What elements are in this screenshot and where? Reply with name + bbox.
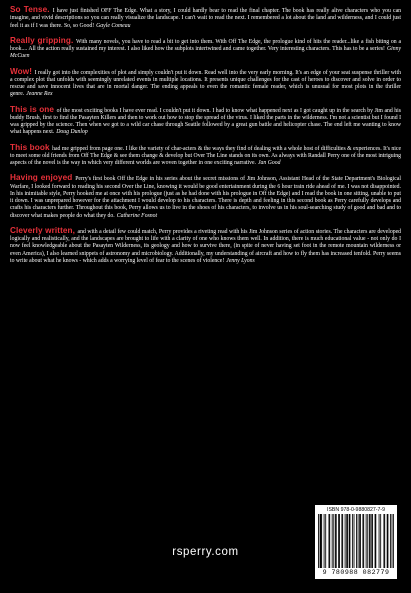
barcode-bar bbox=[358, 514, 359, 568]
review-lead: This is one bbox=[10, 104, 55, 114]
barcode-bar bbox=[324, 514, 325, 568]
barcode-bar bbox=[329, 514, 330, 568]
review-author: Jan Good bbox=[257, 160, 281, 166]
barcode-bar bbox=[339, 514, 340, 568]
review-author: Jeanne Rex bbox=[26, 91, 53, 98]
review-text: of the most exciting books I have ever read. I couldn't put it down. I had to know what happened next as I got caught up in the search by Jim and his buddy Brush, first to find the Pasayten Killers and then to work out how to stop the spread of the virus. I liked the parts in the wilderness. I'm not a scientist but I found I was gripped by the science. Then when we got to a wild car chase through Seattle followed by a great gun battle and helicopter chase. The end left me wanting to know what happens next. bbox=[10, 107, 401, 136]
barcode-bar bbox=[390, 514, 391, 568]
review-text: With many novels, you have to read a bit to get into them. With Off The Edge, the prologue kind of hits the reader...like a fish biting on a hook.... All the action really sustained my interest. I also liked how the subplots intertwined and came together. Very interesting characters. This has to be a series! bbox=[10, 38, 402, 52]
isbn-label: ISBN 978-0-9880827-7-9 bbox=[327, 507, 385, 513]
barcode-bars bbox=[318, 514, 394, 568]
barcode-bar bbox=[370, 514, 371, 568]
barcode-bar bbox=[347, 514, 348, 568]
review-text: had me gripped from page one. I like the variety of char-acters & the ways they find of dealing with a whole host of difficulties & experiences. It's nice to meet some old friends from Off The Edge & see them change & develop but Over The Line stands on its own. As always with Randall Perry one of the most intriguing aspects of the novel is the way in which very different worlds are woven together in one exciting narrative. bbox=[10, 145, 401, 166]
barcode-bar bbox=[379, 514, 380, 568]
website-url: rsperry.com bbox=[172, 546, 239, 558]
review-text: Perry's first book Off the Edge in his series about the secret missions of Jim Johnson, Assistant Head of the State Department's Biological Warfare, I looked forward to reading his second Over the Line, knowing it would be good entertainment during the 6 hour train ride ahead of me. I was not disappointed. In his inimitable style, Perry hooked me at once with his prologue (just as he had done with his prologue in Off the Edge) and I read the book in one sitting, unable to put it down. I was unprepared however for the attachment I would develop to his characters. There is depth and feeling in this second book as Perry carefully develops and crafts his characters further. Throughout this book, Perry allows us to live in the shoes of his characters, to involve us in his soul-searching study of good and bad and to discover what makes people do what they do. bbox=[10, 176, 401, 219]
review-doug-dunlop bbox=[10, 106, 401, 137]
barcode-bar bbox=[352, 514, 353, 568]
barcode-bar bbox=[359, 514, 360, 568]
barcode-bar bbox=[349, 514, 350, 568]
barcode-bar bbox=[329, 514, 330, 568]
review-gayle-comeau bbox=[10, 6, 401, 30]
barcode-bar bbox=[360, 514, 361, 568]
review-text: I really got into the complexities of plot and simply couldn't put it down. Read well into the very early morning. It's an edge of your seat suspense thriller with a complex plot that unfolds with seemingly unrelated events in multiple locations. It presents unique challenges for the cast of heroes to discover and solve in order to rescue and save innocent lives that are in mortal danger. The ending appeals to even the romantic female reader, which is unusual for most plots in the thriller genre. bbox=[10, 69, 401, 98]
barcode-bar bbox=[369, 514, 370, 568]
barcode-digits: 9 780988 082779 bbox=[322, 569, 390, 576]
barcode-bar bbox=[333, 514, 334, 568]
barcode-bar bbox=[338, 514, 339, 568]
review-author: Catherine Fosnot bbox=[116, 212, 158, 219]
barcode-bar bbox=[345, 514, 346, 568]
barcode-bar bbox=[367, 514, 368, 568]
barcode-bar bbox=[350, 514, 351, 568]
barcode-bar bbox=[342, 514, 343, 568]
barcode-bar bbox=[372, 514, 373, 568]
review-lead: This book bbox=[10, 142, 50, 152]
barcode-bar bbox=[387, 514, 388, 568]
barcode-bar bbox=[388, 514, 389, 568]
review-jenny-lyons bbox=[10, 227, 401, 265]
barcode-bar bbox=[371, 514, 372, 568]
barcode-bar bbox=[320, 514, 321, 568]
review-jan-good bbox=[10, 144, 401, 168]
barcode-bar bbox=[336, 514, 337, 568]
barcode-bar bbox=[354, 514, 355, 568]
barcode-bar bbox=[384, 514, 385, 568]
review-catherine-fosnot bbox=[10, 174, 401, 220]
review-lead: Wow! bbox=[10, 66, 33, 76]
barcode-bar bbox=[335, 514, 336, 568]
barcode-bar bbox=[392, 514, 393, 568]
barcode-bar bbox=[380, 514, 381, 568]
review-text: I have just finished OFF The Edge. What a story, I could hardly bear to read the final chapter. The book has really alive characters who you can imagine, and vivid descriptions so you can really visualize the landscape. I can't wait to read the next. I remembered a lot about the land and wilderness, and I could just feel it as if I was there. So, so Good! bbox=[10, 8, 402, 29]
barcode-bar bbox=[318, 514, 319, 568]
review-lead: Really gripping. bbox=[10, 35, 74, 45]
barcode-bar bbox=[332, 514, 333, 568]
barcode-bar bbox=[393, 514, 394, 568]
barcode-bar bbox=[375, 514, 376, 568]
review-author: Doug Dunlop bbox=[56, 129, 88, 136]
barcode-bar bbox=[356, 514, 357, 568]
review-lead: So Tense. bbox=[10, 5, 50, 14]
barcode-bar bbox=[325, 514, 326, 568]
barcode-bar bbox=[341, 514, 342, 568]
barcode-bar bbox=[320, 514, 321, 568]
barcode-bar bbox=[363, 514, 364, 568]
isbn-barcode bbox=[315, 505, 397, 579]
review-lead: Cleverly written, bbox=[10, 225, 76, 235]
barcode-bar bbox=[346, 514, 347, 568]
review-author: Jenny Lyons bbox=[226, 257, 255, 264]
barcode-bar bbox=[321, 514, 322, 568]
review-text: and with a detail few could match, Perry provides a riveting read with his Jim Johnson series of action stories. The characters are developed logically and realistically, and the landscapes are brought to life with a clarity of one who knows them well. In addition, there is much educational value - not only do I now feel knowledgeable about the Pasayten Wilderness, its geology and how to survive there, (in spite of never having set foot in the remote mountain wilderness or even America), I also learned snippets of astronomy and microbiology. Additionally, my understanding of aircraft and how to fly them has increased tenfold. Perry seems to write about what he knows - which adds a worrying level of fear to the scenes of violence! bbox=[10, 228, 401, 264]
barcode-bar bbox=[362, 514, 363, 568]
review-lead: Having enjoyed bbox=[10, 173, 73, 183]
barcode-bar bbox=[366, 514, 367, 568]
barcode-bar bbox=[375, 514, 376, 568]
review-jeanne-rex bbox=[10, 68, 401, 99]
review-author: Ginny McCuen bbox=[10, 46, 401, 60]
review-ginny-mccuen bbox=[10, 37, 401, 61]
barcode-bar bbox=[383, 514, 384, 568]
review-author: Gayle Comeau bbox=[96, 22, 131, 29]
